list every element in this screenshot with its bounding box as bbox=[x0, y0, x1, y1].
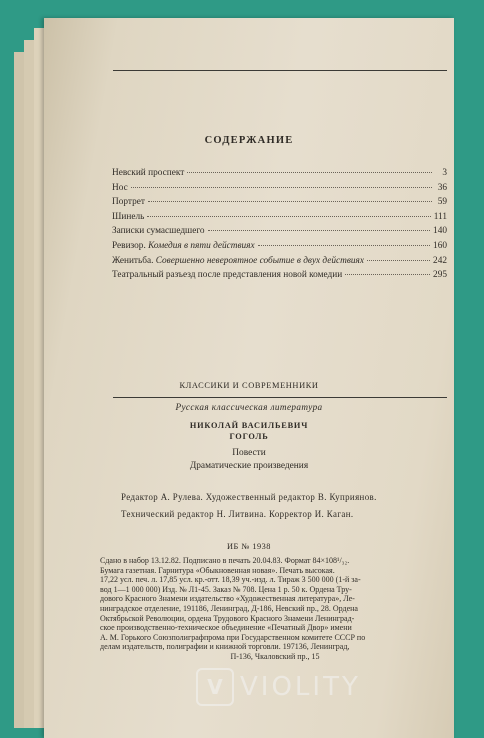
imprint-line: Бумага газетная. Гарнитура «Обыкновенная новая». Печать высокая. bbox=[100, 565, 335, 575]
imprint-line: делам издательств, полиграфии и книжной торговли. 197136, Ленинград, bbox=[100, 642, 350, 652]
credits bbox=[121, 492, 451, 526]
toc-item-page: 242 bbox=[433, 255, 447, 266]
toc-item bbox=[112, 226, 447, 241]
toc-item-title: Шинель bbox=[112, 211, 145, 222]
toc-item-title: Нос bbox=[112, 182, 128, 193]
toc-item-title: Театральный разъезд после представления новой комедии bbox=[112, 270, 343, 281]
toc-leader-dots bbox=[147, 216, 430, 217]
imprint-line: П-136, Чкаловский пр., 15 bbox=[230, 651, 320, 661]
imprint-block bbox=[100, 556, 450, 662]
toc-leader-dots bbox=[258, 245, 430, 246]
watermark-text: VIOLITY bbox=[240, 672, 361, 702]
toc-leader-dots bbox=[148, 201, 432, 202]
imprint-line: Сдано в набор 13.12.82. Подписано в печать 20.04.83. Формат 84×108¹/₃₂. bbox=[100, 556, 350, 565]
toc-item-title: Портрет bbox=[112, 197, 145, 208]
imprint-line: вод 1—1 000 000) Изд. № Л1-45. Заказ № 708. Цена 1 р. 50 к. Ордена Тру- bbox=[100, 584, 352, 594]
toc-item-page: 295 bbox=[433, 270, 447, 281]
toc-item-title: Женитьба. Совершенно невероятное событие в двух действиях bbox=[112, 255, 364, 266]
series-rule bbox=[113, 397, 447, 398]
imprint-line: дового Красного Знамени издательство «Художественная литература», Ле- bbox=[100, 594, 355, 604]
book-page bbox=[44, 18, 454, 738]
imprint-line: Октябрьской Революции, ордена Трудового Красного Знамени Ленинград- bbox=[100, 613, 355, 623]
toc-item bbox=[112, 256, 447, 271]
toc-item bbox=[112, 241, 447, 256]
author-name: НИКОЛАЙ ВАСИЛЬЕВИЧ bbox=[189, 421, 309, 430]
imprint-line: нинградское отделение, 191186, Ленинград, Д-186, Невский пр., 28. Ордена bbox=[100, 603, 358, 613]
credits-line: Редактор А. Рулева. Художественный редактор В. Куприянов. bbox=[121, 492, 377, 502]
toc-item-title: Невский проспект bbox=[112, 168, 185, 178]
genre-line: Повести bbox=[232, 448, 266, 458]
violity-logo-icon: V bbox=[196, 668, 234, 706]
series-title: КЛАССИКИ И СОВРЕМЕННИКИ bbox=[179, 381, 319, 390]
toc-item-page: 160 bbox=[433, 240, 447, 251]
toc-item-page: 59 bbox=[437, 197, 447, 208]
watermark bbox=[196, 668, 361, 706]
genre-line: Драматические произведения bbox=[189, 461, 309, 471]
subseries-title: Русская классическая литература bbox=[175, 402, 323, 412]
toc-item bbox=[112, 270, 447, 285]
toc-item-page: 36 bbox=[437, 182, 447, 193]
toc-leader-dots bbox=[187, 172, 432, 173]
toc-list bbox=[112, 168, 447, 285]
toc-leader-dots bbox=[208, 230, 430, 231]
ib-number: ИБ № 1938 bbox=[227, 542, 271, 551]
author-surname: ГОГОЛЬ bbox=[229, 432, 269, 441]
top-rule bbox=[113, 70, 447, 71]
imprint-line: А. М. Горького Союзполиграфпрома при Государственном комитете СССР по bbox=[100, 632, 366, 642]
toc-item bbox=[112, 212, 447, 227]
toc-item bbox=[112, 183, 447, 198]
toc-item-page: 140 bbox=[433, 226, 447, 237]
toc-item bbox=[112, 197, 447, 212]
toc-title: СОДЕРЖАНИЕ bbox=[204, 135, 294, 146]
imprint-line: ское производственно-техническое объединение «Печатный Двор» имени bbox=[100, 623, 352, 633]
toc-leader-dots bbox=[345, 274, 430, 275]
toc-leader-dots bbox=[131, 187, 432, 188]
toc-item bbox=[112, 168, 447, 183]
toc-item-title: Записки сумасшедшего bbox=[112, 226, 205, 237]
credits-line: Технический редактор Н. Литвина. Корректор И. Каган. bbox=[121, 509, 354, 519]
toc-item-page: 111 bbox=[433, 211, 447, 222]
toc-leader-dots bbox=[367, 260, 430, 261]
imprint-line: 17,22 усл. печ. л. 17,85 усл. кр.-отт. 18,39 уч.-изд. л. Тираж 3 500 000 (1-й за- bbox=[100, 575, 361, 585]
toc-item-page: 3 bbox=[442, 168, 447, 178]
toc-item-title: Ревизор. Комедия в пяти действиях bbox=[112, 240, 255, 251]
